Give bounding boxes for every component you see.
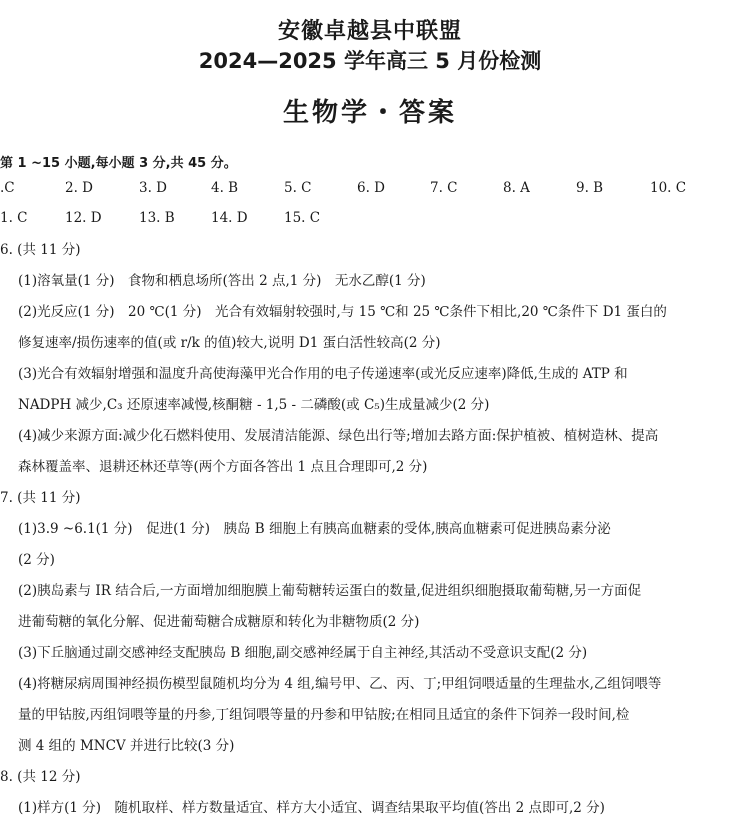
answer-line: (4)将糖尿病周围神经损伤模型鼠随机均分为 4 组,编号甲、乙、丙、丁;甲组饲喂适量的生理盐水,乙组饲喂等 — [18, 676, 662, 692]
choice-answer: 10. C — [650, 180, 687, 196]
question-heading: 8. (共 12 分) — [0, 769, 81, 785]
answer-line: 进葡萄糖的氧化分解、促进葡萄糖合成糖原和转化为非糖物质(2 分) — [18, 614, 420, 630]
answer-line: (3)光合有效辐射增强和温度升高使海藻甲光合作用的电子传递速率(或光反应速率)降低,生成的 ATP 和 — [18, 366, 628, 382]
choice-answer: 9. B — [576, 180, 604, 196]
choice-answer: 12. D — [65, 210, 102, 226]
answer-line: (2 分) — [18, 552, 55, 568]
choice-answer: 6. D — [357, 180, 385, 196]
answer-line: (3)下丘脑通过副交感神经支配胰岛 B 细胞,副交感神经属于自主神经,其活动不受意识支配(2 分) — [18, 645, 588, 661]
choice-answer: 15. C — [284, 210, 321, 226]
choice-answer: .C — [0, 180, 15, 196]
choice-answer: 4. B — [211, 180, 239, 196]
answer-line: (1)样方(1 分) 随机取样、样方数量适宜、样方大小适宜、调查结果取平均值(答出 2 点即可,2 分) — [18, 800, 605, 816]
choice-answer: 2. D — [65, 180, 93, 196]
answer-line: 量的甲钴胺,丙组饲喂等量的丹参,丁组饲喂等量的丹参和甲钴胺;在相同且适宜的条件下饲养一段时间,检 — [18, 707, 630, 723]
answer-line: 测 4 组的 MNCV 并进行比较(3 分) — [18, 738, 235, 754]
choice-answer: 14. D — [211, 210, 248, 226]
choice-answer: 1. C — [0, 210, 28, 226]
answer-line: NADPH 减少,C₃ 还原速率减慢,核酮糖 - 1,5 - 二磷酸(或 C₅)生成量减少(2 分) — [18, 397, 490, 413]
choice-answer: 7. C — [430, 180, 458, 196]
choice-answer: 13. B — [139, 210, 175, 226]
question-heading: 7. (共 11 分) — [0, 490, 81, 506]
answer-line: (1)溶氧量(1 分) 食物和栖息场所(答出 2 点,1 分) 无水乙醇(1 分) — [18, 273, 426, 289]
answer-line: 修复速率/损伤速率的值(或 r/k 的值)较大,说明 D1 蛋白活性较高(2 分) — [18, 335, 441, 351]
exam-org-title: 安徽卓越县中联盟 — [277, 19, 462, 44]
answer-line: (4)减少来源方面:减少化石燃料使用、发展清洁能源、绿色出行等;增加去路方面:保护植被、植树造林、提高 — [18, 428, 659, 444]
subject-title: 生物学・答案 — [282, 98, 457, 128]
answer-line: 森林覆盖率、退耕还林还草等(两个方面各答出 1 点且合理即可,2 分) — [18, 459, 428, 475]
answer-line: (1)3.9 ~6.1(1 分) 促进(1 分) 胰岛 B 细胞上有胰高血糖素的受体,胰高血糖素可促进胰岛素分泌 — [18, 521, 611, 537]
exam-name-title: 2024—2025 学年高三 5 月份检测 — [198, 49, 542, 73]
choice-answer: 8. A — [503, 180, 530, 196]
answer-line: (2)胰岛素与 IR 结合后,一方面增加细胞膜上葡萄糖转运蛋白的数量,促进组织细胞摄取葡萄糖,另一方面促 — [18, 583, 642, 599]
answer-line: (2)光反应(1 分) 20 ℃(1 分) 光合有效辐射较强时,与 15 ℃和 25 ℃条件下相比,20 ℃条件下 D1 蛋白的 — [18, 304, 667, 320]
choice-answer: 3. D — [139, 180, 167, 196]
choice-intro: 第 1 ~15 小题,每小题 3 分,共 45 分。 — [0, 156, 237, 171]
choice-answer: 5. C — [284, 180, 312, 196]
question-heading: 6. (共 11 分) — [0, 242, 81, 258]
